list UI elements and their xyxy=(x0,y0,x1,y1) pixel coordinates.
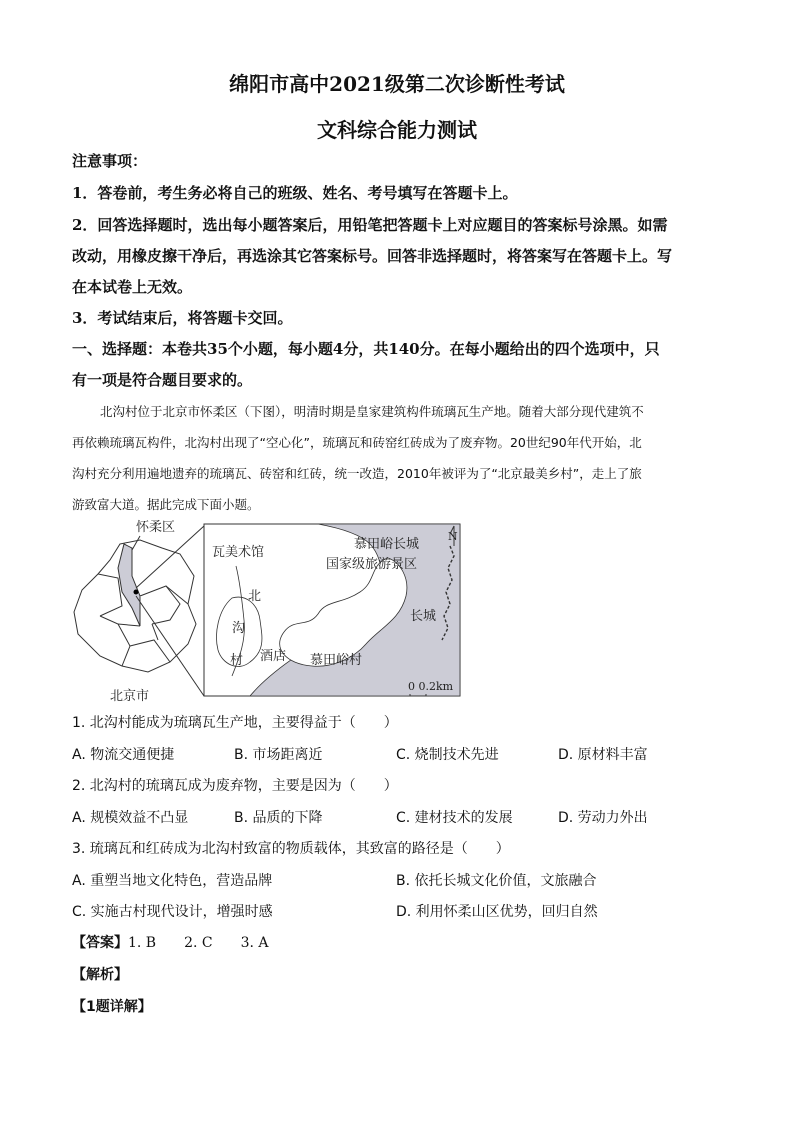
option-b: B. 品质的下降 xyxy=(234,810,323,826)
section-heading-cont: 有一项是符合题目要求的。 xyxy=(72,371,253,389)
beijing-district-map xyxy=(74,540,196,672)
question-stem: 1. 北沟村能成为琉璃瓦生产地，主要得益于（ ） xyxy=(72,715,398,731)
option-a: A. 规模效益不凸显 xyxy=(72,810,189,826)
note-item: 1．答卷前，考生务必将自己的班级、姓名、考号填写在答题卡上。 xyxy=(72,184,518,202)
note-item: 2．回答选择题时，选出每小题答案后，用铅笔把答题卡上对应题目的答案标号涂黑。如需 xyxy=(72,216,668,234)
exam-subtitle: 文科综合能力测试 xyxy=(317,118,477,142)
answer-tag: 【答案】 xyxy=(72,935,128,951)
note-item: 改动，用橡皮擦干净后，再选涂其它答案标号。回答非选择题时，将答案写在答题卡上。写 xyxy=(72,247,673,265)
question-stem: 3. 琉璃瓦和红砖成为北沟村致富的物质载体，其致富的路径是（ ） xyxy=(72,841,510,857)
scale-label: 0 0.2km xyxy=(408,680,454,693)
beigou-location-dot xyxy=(134,590,139,595)
note-item: 3．考试结束后，将答题卡交回。 xyxy=(72,309,293,327)
analysis-tag: 【解析】 xyxy=(72,967,128,983)
scenic-label: 慕田峪长城 xyxy=(354,537,420,552)
passage-line: 沟村充分利用遍地遗弃的琉璃瓦、砖窑和红砖，统一改造，2010年被评为了“北京最美乡村”，走上了旅 xyxy=(72,466,642,481)
great-wall-label: 长城 xyxy=(410,609,437,624)
village-char: 村 xyxy=(230,653,244,668)
question-stem: 2. 北沟村的琉璃瓦成为废弃物，主要是因为（ ） xyxy=(72,778,398,794)
note-item: 在本试卷上无效。 xyxy=(72,278,193,296)
huairou-label: 怀柔区 xyxy=(136,520,176,535)
scenic-label: 国家级旅游景区 xyxy=(326,557,418,572)
option-b: B. 依托长城文化价值，文旅融合 xyxy=(396,873,597,889)
location-map xyxy=(70,516,470,706)
mutianyu-village-label: 慕田峪村 xyxy=(310,653,363,668)
village-char: 北 xyxy=(248,589,262,604)
option-c: C. 建材技术的发展 xyxy=(396,810,513,826)
option-c: C. 实施古村现代设计，增强时感 xyxy=(72,904,273,920)
option-d: D. 原材料丰富 xyxy=(558,747,648,763)
notes-heading: 注意事项： xyxy=(72,152,148,170)
beijing-label: 北京市 xyxy=(110,689,150,704)
answer-text: 1. B 2. C 3. A xyxy=(128,935,269,951)
passage-line: 游致富大道。据此完成下面小题。 xyxy=(72,497,260,512)
museum-label: 瓦美术馆 xyxy=(212,545,265,560)
option-a: A. 重塑当地文化特色，营造品牌 xyxy=(72,873,273,889)
option-d: D. 劳动力外出 xyxy=(558,810,648,826)
exam-title: 绵阳市高中2021级第二次诊断性考试 xyxy=(229,72,565,96)
passage-line: 再依赖琉璃瓦构件，北沟村出现了“空心化”，琉璃瓦和砖窑红砖成为了废弃物。20世纪90年代开始，北 xyxy=(72,435,642,450)
village-char: 沟 xyxy=(232,621,246,636)
north-arrow-label: N xyxy=(448,530,458,543)
option-d: D. 利用怀柔山区优势，回归自然 xyxy=(396,904,598,920)
option-b: B. 市场距离近 xyxy=(234,747,323,763)
detail-map xyxy=(204,524,460,696)
section-heading: 一、选择题：本卷共35个小题，每小题4分，共140分。在每小题给出的四个选项中，只 xyxy=(72,340,660,358)
answer-line xyxy=(72,932,269,952)
hotel-label: 酒店 xyxy=(260,649,287,664)
analysis-detail: 【1题详解】 xyxy=(72,999,152,1015)
passage-line: 北沟村位于北京市怀柔区（下图），明清时期是皇家建筑构件琉璃瓦生产地。随着大部分现代建筑不 xyxy=(100,404,644,419)
option-c: C. 烧制技术先进 xyxy=(396,747,499,763)
option-a: A. 物流交通便捷 xyxy=(72,747,175,763)
